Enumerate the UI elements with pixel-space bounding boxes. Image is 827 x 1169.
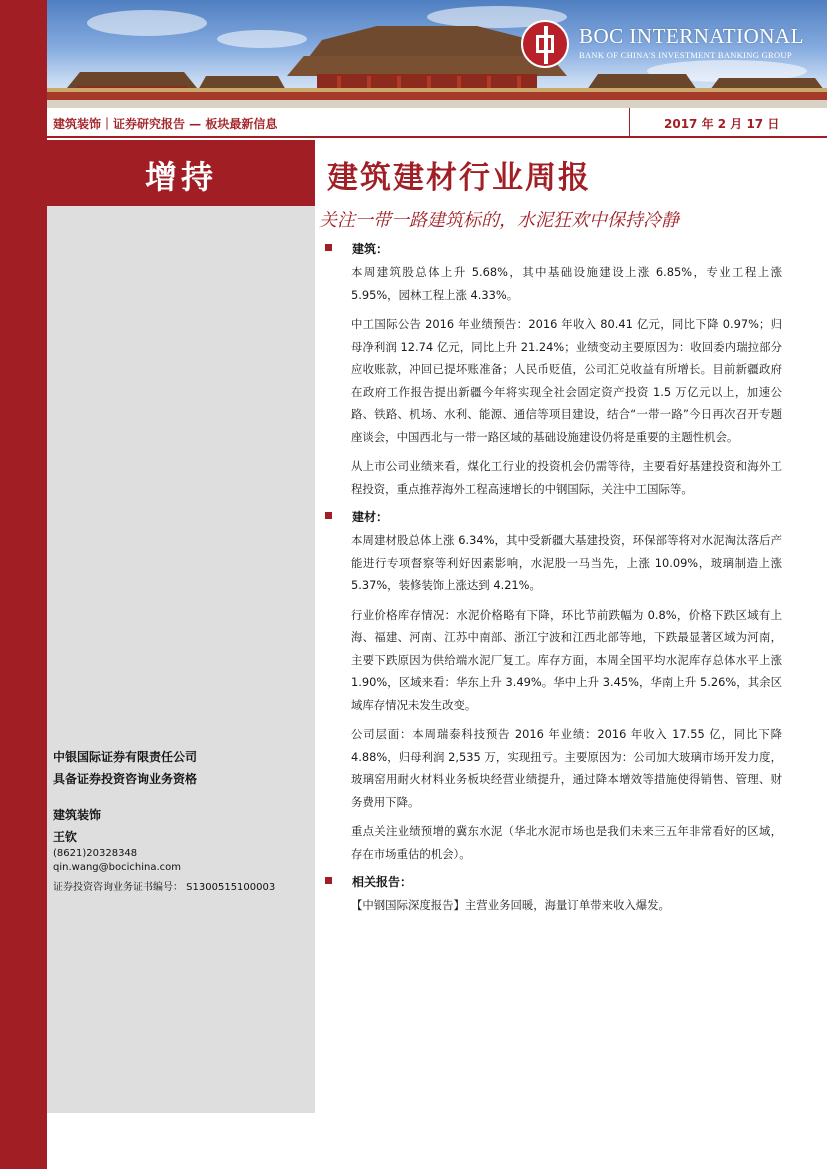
- paragraph: 行业价格库存情况：水泥价格略有下降，环比节前跌幅为 0.8%，价格下跌区域有上海、福建、河南、江苏中南部、浙江宁波和江西北部等地，下跌最显著区域为河南，主要下跌原因为供给端水泥厂复工。库存方面，本周全国平均水泥库存总体水平上涨 1.90%，区域来看：华东上升 3.49%。华中上升 3.45%，华南上升 5.26%，其余区域库存情况未发生改变。: [351, 607, 782, 712]
- section-heading: [322, 507, 782, 529]
- rating-box: [47, 140, 315, 206]
- emblem-bar: [544, 26, 548, 64]
- company-name: 中银国际证券有限责任公司: [53, 750, 198, 764]
- square-bullet-icon: [325, 512, 332, 519]
- paragraph: 从上市公司业绩来看，煤化工行业的投资机会仍需等待，主要看好基建投资和海外工程投资，重点推荐海外工程高速增长的中钢国际，关注中工国际等。: [351, 459, 782, 496]
- paragraph: 本周建筑股总体上升 5.68%，其中基础设施建设上涨 6.85%，专业工程上涨 5.95%，园林工程上涨 4.33%。: [351, 265, 782, 302]
- report-title: 建筑建材行业周报: [327, 160, 591, 196]
- paragraph: 中工国际公告 2016 年业绩预告：2016 年收入 80.41 亿元，同比下降 0.97%；归母净利润 12.74 亿元，同比上升 21.24%；业绩变动主要原因为：收回委内瑞拉部分应收账款，冲回已提坏账准备；人民币贬值，公司汇兑收益有所增长。目前新疆政府在政府工作报告提出新疆今年将实现全社会固定资产投资 1.5 万亿元以上，加速公路、铁路、机场、水利、能源、通信等项目建设，结合“一带一路”今日再次召开专题座谈会，中国西北与一带一路区域的基础设施建设仍将是重要的主题性机会。: [351, 317, 782, 444]
- sidebar: [47, 206, 315, 1113]
- paragraph: 重点关注业绩预增的冀东水泥（华北水泥市场也是我们未来三五年非常看好的区域，存在市场重估的机会）。: [351, 824, 782, 861]
- date-box: [629, 108, 827, 136]
- section-heading: [322, 872, 782, 894]
- section-heading-label: 建材：: [352, 510, 389, 524]
- analyst-name: 王钦: [53, 830, 78, 844]
- section-heading-label: 建筑：: [352, 242, 389, 256]
- paragraph: 公司层面：本周瑞泰科技预告 2016 年业绩：2016 年收入 17.55 亿，同比下降 4.88%，归母利润 2,535 万，实现扭亏。主要原因为：公司加大玻璃市场开发力度，玻璃窑用耐火材料业务板块经营业绩提升，通过降本增效等措施使得销售、管理、财务费用下降。: [351, 727, 782, 809]
- square-bullet-icon: [325, 877, 332, 884]
- analyst-email[interactable]: qin.wang@bocichina.com: [53, 862, 181, 873]
- company-qualification: 具备证券投资咨询业务资格: [53, 772, 198, 786]
- section-heading-label: 相关报告：: [352, 875, 413, 889]
- cloud: [87, 10, 207, 36]
- section-related-reports: [322, 872, 782, 917]
- logo-name: BOC INTERNATIONAL: [579, 24, 804, 48]
- category-bar: [47, 108, 827, 138]
- report-category: 建筑装饰｜证券研究报告 — 板块最新信息: [53, 117, 278, 131]
- analyst-license: 证券投资咨询业务证书编号： S1300515100003: [53, 882, 276, 893]
- section-heading: [322, 239, 782, 261]
- boc-international-logo: [521, 20, 827, 70]
- paragraph: 本周建材股总体上涨 6.34%，其中受新疆大基建投资，环保部等将对水泥淘汰落后产能进行专项督察等利好因素影响，水泥股一马当先，上涨 10.09%，玻璃制造上涨 5.37%，装修装饰上涨达到 4.21%。: [351, 533, 782, 592]
- cloud: [217, 30, 307, 48]
- section-materials: [322, 507, 782, 865]
- section-construction: [322, 239, 782, 500]
- logo-tagline: BANK OF CHINA'S INVESTMENT BANKING GROUP: [579, 50, 792, 60]
- square-bullet-icon: [325, 244, 332, 251]
- report-body: [322, 239, 782, 924]
- courtyard: [47, 100, 827, 108]
- boc-emblem-icon: [521, 20, 569, 68]
- left-accent-bar: [0, 0, 47, 1169]
- rating-label: 增持: [144, 158, 217, 196]
- report-date: 2017 年 2 月 17 日: [664, 117, 780, 131]
- related-report-link[interactable]: 【中钢国际深度报告】主营业务回暖，海量订单带来收入爆发。: [351, 898, 670, 912]
- sector-label: 建筑装饰: [53, 808, 102, 822]
- analyst-phone: (8621)20328348: [53, 848, 138, 859]
- header-banner: [47, 0, 827, 108]
- report-subtitle: 关注一带一路建筑标的，水泥狂欢中保持冷静: [319, 210, 679, 231]
